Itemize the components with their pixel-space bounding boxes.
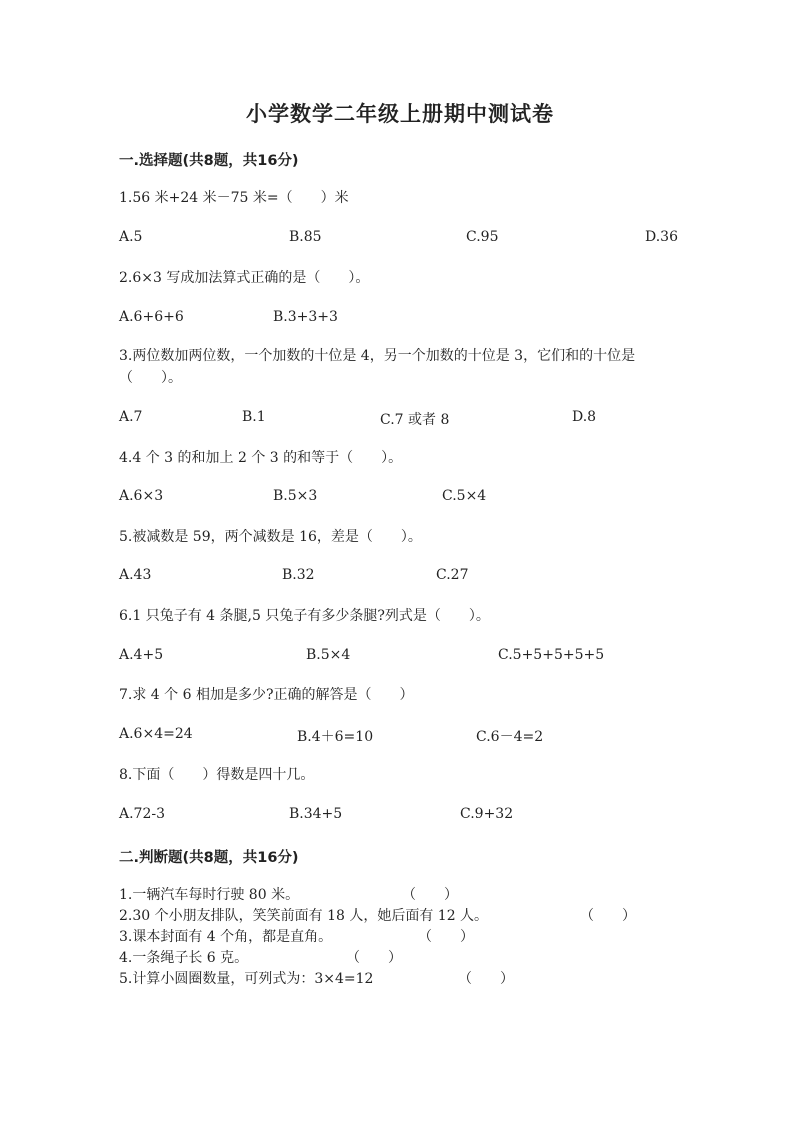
option-a: A.6×4=24 [119, 726, 193, 742]
option-a: A.43 [119, 567, 152, 583]
question-stem: 8.下面（ ）得数是四十几。 [119, 767, 315, 783]
answer-blank: （ ） [346, 950, 402, 966]
judgment-item: 5.计算小圆圈数量，可列式为：3×4=12 [119, 971, 374, 987]
question-stem: 7.求 4 个 6 相加是多少?正确的解答是（ ） [119, 687, 414, 703]
option-c: C.5+5+5+5+5 [498, 647, 605, 663]
answer-blank: （ ） [402, 887, 458, 903]
option-b: B.3+3+3 [273, 309, 338, 325]
section-heading-choice: 一.选择题(共8题，共16分) [119, 153, 299, 169]
question-stem: 5.被减数是 59，两个减数是 16，差是（ ）。 [119, 529, 422, 545]
answer-blank: （ ） [580, 908, 636, 924]
option-b: B.4＋6=10 [297, 729, 374, 745]
section-heading-judgment: 二.判断题(共8题，共16分) [119, 850, 299, 866]
option-b: B.1 [242, 409, 266, 425]
option-b: B.85 [289, 229, 322, 245]
option-a: A.5 [119, 229, 143, 245]
option-a: A.4+5 [119, 647, 164, 663]
option-b: B.5×3 [273, 488, 318, 504]
option-c: C.9+32 [460, 806, 514, 822]
page-title: 小学数学二年级上册期中测试卷 [246, 102, 554, 126]
judgment-item: 3.课本封面有 4 个角，都是直角。 [119, 929, 333, 945]
answer-blank: （ ） [458, 971, 514, 987]
option-c: C.7 或者 8 [380, 412, 450, 428]
question-stem: 3.两位数加两位数，一个加数的十位是 4，另一个加数的十位是 3，它们和的十位是（ ）。 [119, 348, 636, 386]
judgment-item: 1.一辆汽车每时行驶 80 米。 [119, 887, 300, 903]
answer-blank: （ ） [418, 929, 474, 945]
question-stem: 2.6×3 写成加法算式正确的是（ ）。 [119, 270, 370, 286]
question-stem: 4.4 个 3 的和加上 2 个 3 的和等于（ ）。 [119, 450, 403, 466]
option-c: C.5×4 [442, 488, 487, 504]
question-stem: 6.1 只兔子有 4 条腿,5 只兔子有多少条腿?列式是（ ）。 [119, 608, 490, 624]
option-c: C.95 [466, 229, 499, 245]
option-b: B.32 [282, 567, 315, 583]
option-a: A.72-3 [119, 806, 166, 822]
judgment-item: 2.30 个小朋友排队，笑笑前面有 18 人，她后面有 12 人。 [119, 908, 489, 924]
option-d: D.36 [645, 229, 678, 245]
option-b: B.34+5 [289, 806, 343, 822]
option-a: A.6+6+6 [119, 309, 184, 325]
question-stem: 1.56 米+24 米－75 米=（ ）米 [119, 190, 349, 206]
option-b: B.5×4 [306, 647, 351, 663]
option-a: A.7 [119, 409, 143, 425]
option-c: C.27 [436, 567, 469, 583]
option-d: D.8 [572, 409, 597, 425]
judgment-item: 4.一条绳子长 6 克。 [119, 950, 249, 966]
option-a: A.6×3 [119, 488, 164, 504]
option-c: C.6－4=2 [476, 729, 544, 745]
